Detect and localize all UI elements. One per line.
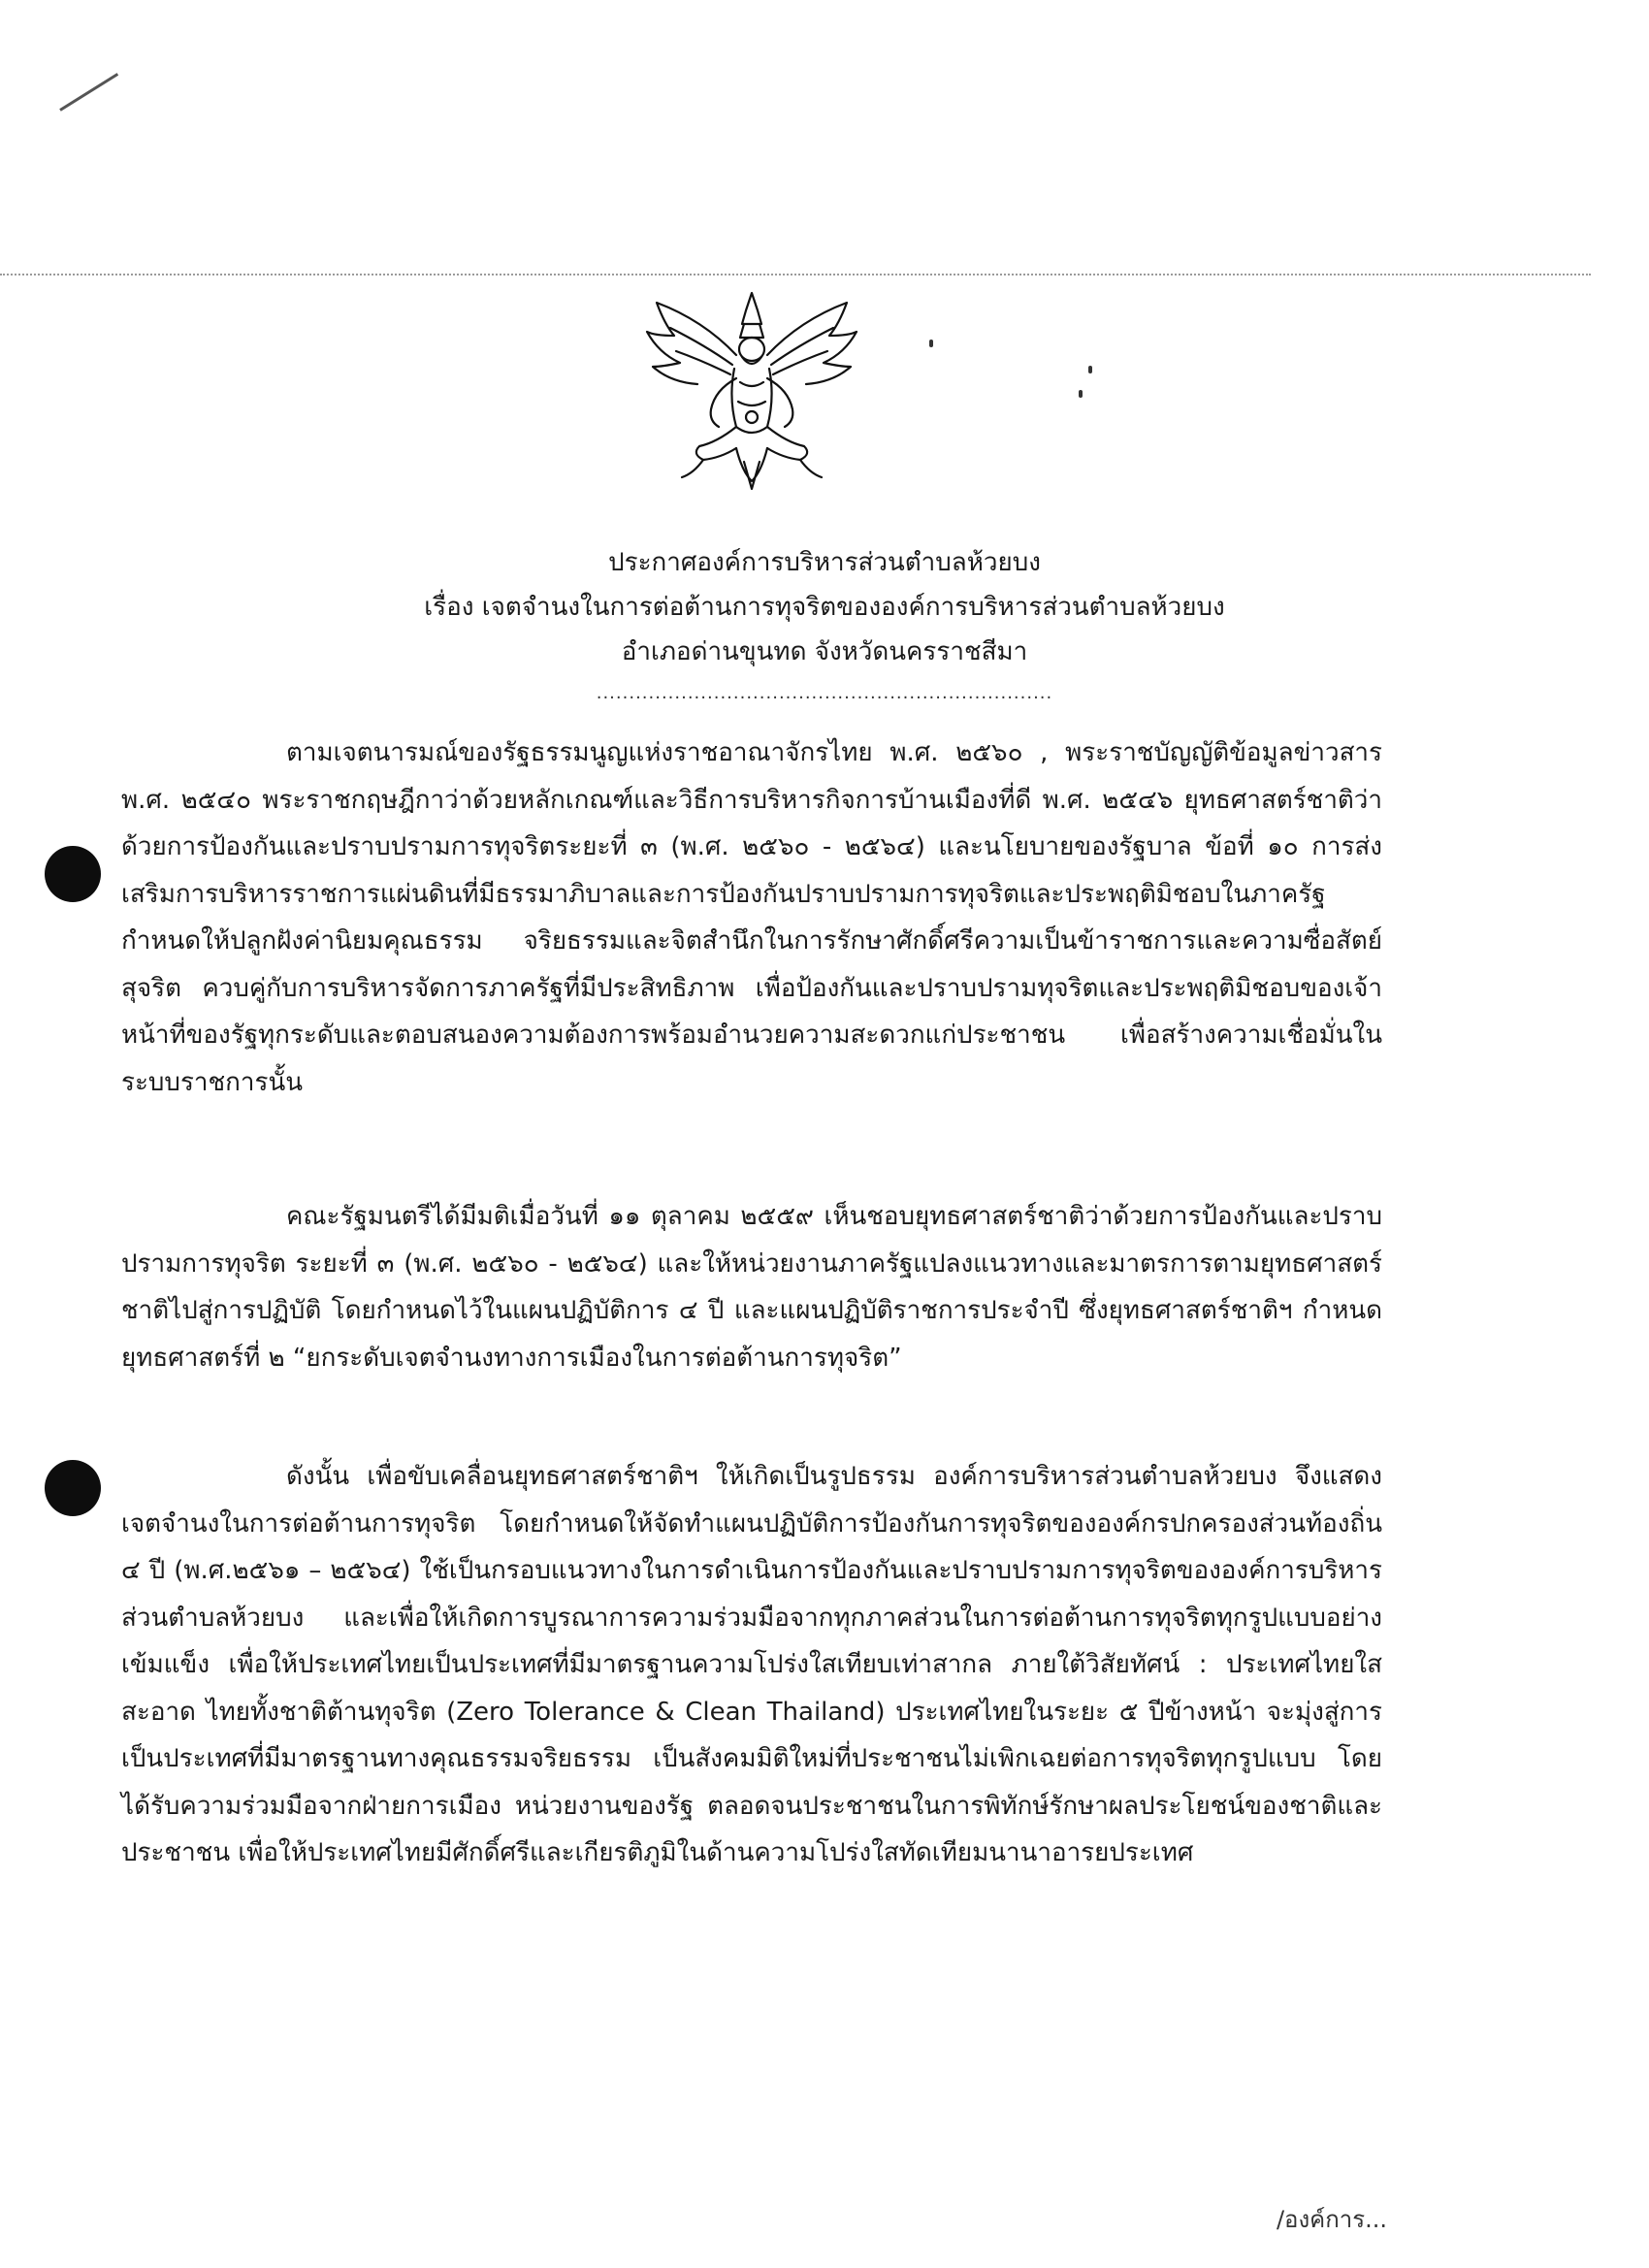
speck-mark [1079,390,1083,398]
punch-hole [45,846,101,902]
punch-hole [45,1460,101,1516]
garuda-emblem-icon [635,281,868,504]
speck-mark [1088,366,1092,373]
body-paragraph-3: ดังนั้น เพื่อขับเคลื่อนยุทธศาสตร์ชาติฯ ให้เกิดเป็นรูปธรรม องค์การบริหารส่วนตำบลห้วยบง จึงแสดงเจตจำนงในการต่อต้านการทุจริต โดยกำหนดให้จัดทำแผนปฏิบัติการป้องกันการทุจริตขององค์กรปกครองส่วนท้องถิ่น ๔ ปี (พ.ศ.๒๕๖๑ – ๒๕๖๔) ใช้เป็นกรอบแนวทางในการดำเนินการป้องกันและปราบปรามการทุจริตขององค์การบริหารส่วนตำบลห้วยบง และเพื่อให้เกิดการบูรณาการความร่วมมือจากทุกภาคส่วนในการต่อต้านการทุจริตทุกรูปแบบอย่างเข้มแข็ง เพื่อให้ประเทศไทยเป็นประเทศที่มีมาตรฐานความโปร่งใสเทียบเท่าสากล ภายใต้วิสัยทัศน์ : ประเทศไทยใสสะอาด ไทยทั้งชาติต้านทุจริต (Zero Tolerance & Clean Thailand) ประเทศไทยในระยะ ๕ ปีข้างหน้า จะมุ่งสู่การเป็นประเทศที่มีมาตรฐานทางคุณธรรมจริยธรรม เป็นสังคมมิติใหม่ที่ประชาชนไม่เพิกเฉยต่อการทุจริตทุกรูปแบบ โดยได้รับความร่วมมือจากฝ่ายการเมือง หน่วยงานของรัฐ ตลอดจนประชาชนในการพิทักษ์รักษาผลประโยชน์ของชาติและประชาชน เพื่อให้ประเทศไทยมีศักดิ์ศรีและเกียรติภูมิในด้านความโปร่งใสทัดเทียมนานาอารยประเทศ [121,1462,1382,1867]
body-paragraph-1: ตามเจตนารมณ์ของรัฐธรรมนูญแห่งราชอาณาจักรไทย พ.ศ. ๒๕๖๐ , พระราชบัญญัติข้อมูลข่าวสาร พ.ศ. ๒๕๔๐ พระราชกฤษฎีกาว่าด้วยหลักเกณฑ์และวิธีการบริหารกิจการบ้านเมืองที่ดี พ.ศ. ๒๕๔๖ ยุทธศาสตร์ชาติว่าด้วยการป้องกันและปราบปรามการทุจริตระยะที่ ๓ (พ.ศ. ๒๕๖๐ - ๒๕๖๔) และนโยบายของรัฐบาล ข้อที่ ๑๐ การส่งเสริมการบริหารราชการแผ่นดินที่มีธรรมาภิบาลและการป้องกันปราบปรามการทุจริตและประพฤติมิชอบในภาครัฐ กำหนดให้ปลูกฝังค่านิยมคุณธรรม จริยธรรมและจิตสำนึกในการรักษาศักดิ์ศรีความเป็นข้าราชการและความซื่อสัตย์สุจริต ควบคู่กับการบริหารจัดการภาครัฐที่มีประสิทธิภาพ เพื่อป้องกันและปราบปรามทุจริตและประพฤติมิชอบของเจ้าหน้าที่ของรัฐทุกระดับและตอบสนองความต้องการพร้อมอำนวยความสะดวกแก่ประชาชน เพื่อสร้างความเชื่อมั่นในระบบราชการนั้น [121,738,1382,1097]
announcement-location: อำเภอด่านขุนทด จังหวัดนครราชสีมา [621,637,1028,666]
announcement-subject: เรื่อง เจตจำนงในการต่อต้านการทุจริตขององค์การบริหารส่วนตำบลห้วยบง [424,593,1225,622]
pencil-mark [59,73,118,112]
scan-edge-line [0,274,1591,275]
body-paragraph-2: คณะรัฐมนตรีได้มีมติเมื่อวันที่ ๑๑ ตุลาคม ๒๕๕๙ เห็นชอบยุทธศาสตร์ชาติว่าด้วยการป้องกันและปราบปรามการทุจริต ระยะที่ ๓ (พ.ศ. ๒๕๖๐ - ๒๕๖๔) และให้หน่วยงานภาครัฐแปลงแนวทางและมาตรการตามยุทธศาสตร์ชาติไปสู่การปฏิบัติ โดยกำหนดไว้ในแผนปฏิบัติการ ๔ ปี และแผนปฏิบัติราชการประจำปี ซึ่งยุทธศาสตร์ชาติฯ กำหนดยุทธศาสตร์ที่ ๒ “ยกระดับเจตจำนงทางการเมืองในการต่อต้านการทุจริต” [121,1202,1382,1373]
header-separator: ...................................................................... [596,683,1053,703]
speck-mark [929,340,933,347]
page-continuation: /องค์การ... [1276,2206,1387,2233]
announcement-title: ประกาศองค์การบริหารส่วนตำบลห้วยบง [608,548,1041,577]
